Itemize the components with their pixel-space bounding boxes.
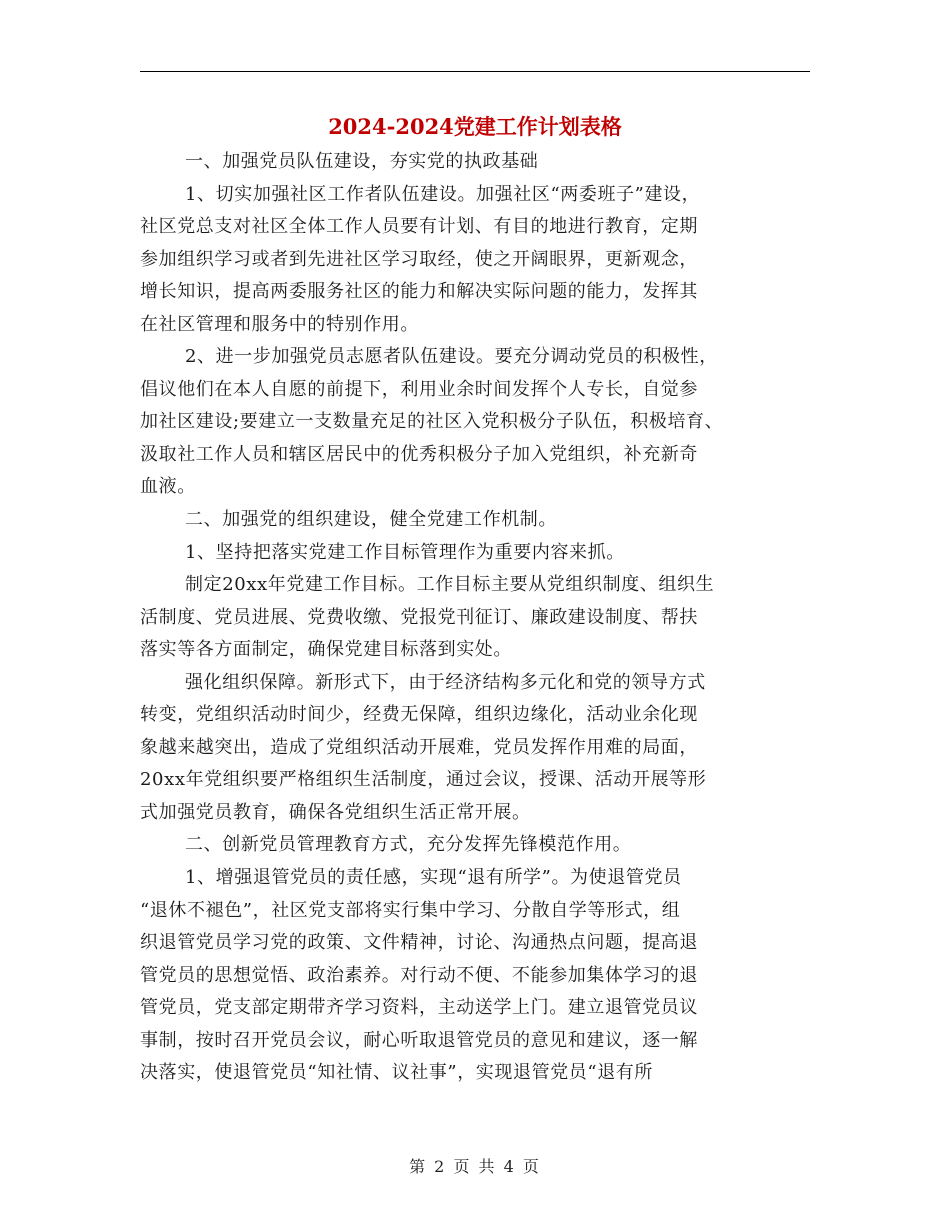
body-line: 1、切实加强社区工作者队伍建设。加强社区“两委班子”建设，: [185, 183, 701, 205]
body-line: 在社区管理和服务中的特别作用。: [140, 313, 419, 335]
body-line: 参加组织学习或者到先进社区学习取经，使之开阔眼界，更新观念，: [140, 248, 698, 270]
body-line: 织退管党员学习党的政策、文件精神，讨论、沟通热点问题，提高退: [140, 932, 698, 954]
body-line: 二、加强党的组织建设，健全党建工作机制。: [185, 509, 557, 531]
body-line: “退休不褪色”，社区党支部将实行集中学习、分散自学等形式，组: [140, 899, 681, 921]
body-line: 倡议他们在本人自愿的前提下，利用业余时间发挥个人专长，自觉参: [140, 378, 698, 400]
body-line: 式加强党员教育，确保各党组织生活正常开展。: [140, 801, 531, 823]
body-line: 1、坚持把落实党建工作目标管理作为重要内容来抓。: [185, 541, 625, 563]
document-body: [140, 146, 812, 1090]
body-line: 加社区建设;要建立一支数量充足的社区入党积极分子队伍，积极培育、: [140, 411, 724, 433]
header-rule: [140, 71, 810, 72]
body-line: 2、进一步加强党员志愿者队伍建设。要充分调动党员的积极性，: [185, 346, 718, 368]
body-line: 转变，党组织活动时间少，经费无保障，组织边缘化，活动业余化现: [140, 704, 698, 726]
body-line: 血液。: [140, 476, 196, 498]
body-line: 事制，按时召开党员会议，耐心听取退管党员的意见和建议，逐一解: [140, 1029, 698, 1051]
body-line: 二、创新党员管理教育方式，充分发挥先锋模范作用。: [185, 834, 632, 856]
body-line: 一、加强党员队伍建设，夯实党的执政基础: [185, 151, 539, 172]
body-line: 1、增强退管党员的责任感，实现“退有所学”。为使退管党员: [185, 867, 682, 889]
body-line: 社区党总支对社区全体工作人员要有计划、有目的地进行教育，定期: [140, 216, 698, 238]
body-line: 象越来越突出，造成了党组织活动开展难，党员发挥作用难的局面，: [140, 736, 698, 758]
body-line: 20xx年党组织要严格组织生活制度，通过会议，授课、活动开展等形: [140, 769, 707, 791]
body-line: 活制度、党员进展、党费收缴、党报党刊征订、廉政建设制度、帮扶: [140, 606, 698, 628]
body-line: 强化组织保障。新形式下，由于经济结构多元化和党的领导方式: [185, 671, 706, 693]
body-line: 管党员的思想觉悟、政治素养。对行动不便、不能参加集体学习的退: [140, 964, 698, 986]
body-line: 汲取社工作人员和辖区居民中的优秀积极分子加入党组织，补充新奇: [140, 443, 698, 465]
body-line: 管党员，党支部定期带齐学习资料，主动送学上门。建立退管党员议: [140, 997, 698, 1019]
body-line: 决落实，使退管党员“知社情、议社事”，实现退管党员“退有所: [140, 1062, 654, 1084]
body-line: 增长知识，提高两委服务社区的能力和解决实际问题的能力，发挥其: [140, 281, 698, 303]
document-title: 2024-2024党建工作计划表格: [328, 114, 622, 139]
body-line: 落实等各方面制定，确保党建目标落到实处。: [140, 639, 512, 661]
page-number-footer: 第 2 页 共 4 页: [409, 1157, 541, 1176]
body-line: 制定20xx年党建工作目标。工作目标主要从党组织制度、组织生: [185, 574, 715, 596]
